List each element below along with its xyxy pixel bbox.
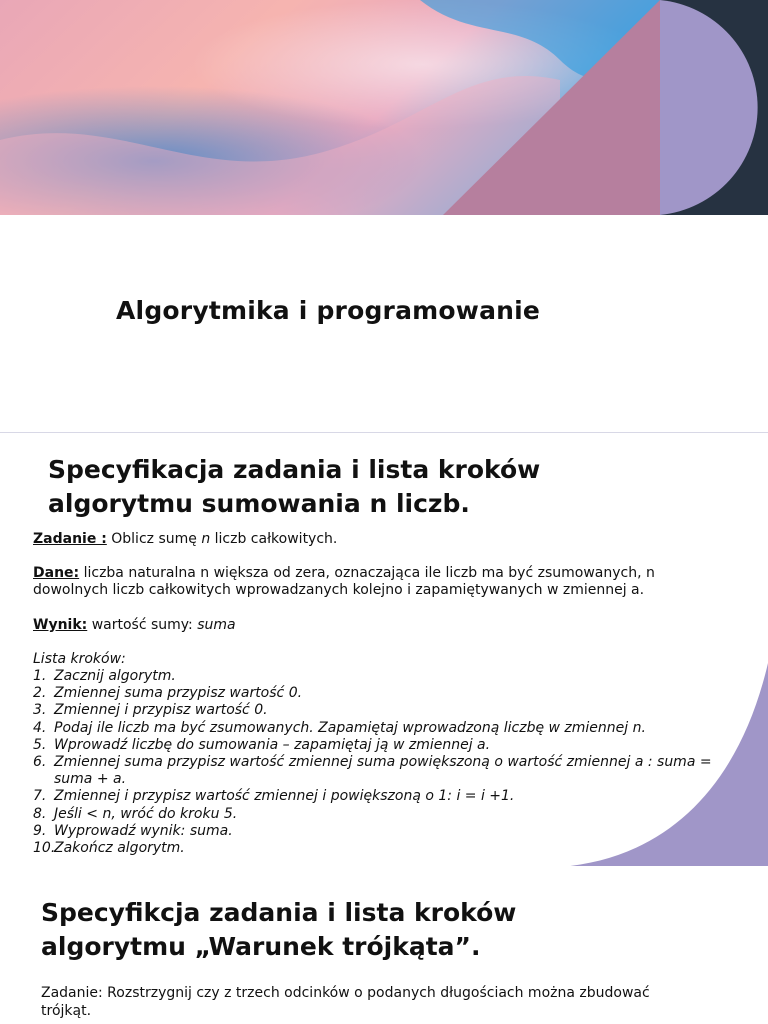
step-number: 10. (33, 840, 56, 857)
input-paragraph (33, 565, 723, 599)
heading-line-1: Specyfikcja zadania i lista kroków (41, 898, 517, 927)
task-label: Zadanie : (33, 531, 107, 547)
list-item (33, 702, 723, 719)
list-item (33, 823, 723, 840)
task-paragraph (33, 531, 723, 548)
triangle-algorithm-slide (0, 866, 768, 1024)
heading-line-1: Specyfikacja zadania i lista kroków (48, 455, 541, 484)
step-text: Zakończ algorytm. (54, 840, 185, 857)
output-label: Wynik: (33, 616, 88, 633)
input-text: liczba naturalna n większa od zera, oznaczająca ile liczb ma być zsumowanych, n dowolnych liczb całkowitych wprowadzanych kolejno i zapamiętywanych w zmiennej a. (33, 565, 655, 599)
list-item (33, 668, 723, 685)
step-text: Zmiennej suma przypisz wartość 0. (54, 685, 303, 702)
list-item (33, 737, 723, 754)
title-slide (0, 0, 768, 432)
step-text: Zmiennej suma przypisz wartość zmiennej suma powiększoną o wartość zmiennej a : suma = suma + a. (54, 754, 712, 788)
list-item (33, 788, 723, 805)
list-item (33, 720, 723, 737)
steps-title: Lista kroków: (33, 650, 126, 667)
step-number: 3. (33, 702, 47, 719)
list-item (33, 840, 723, 857)
list-item (33, 806, 723, 823)
output-text: wartość sumy: (87, 616, 198, 633)
step-text: Zmiennej i przypisz wartość 0. (54, 702, 268, 719)
step-text: Podaj ile liczb ma być zsumowanych. Zapamiętaj wprowadzoną liczbę w zmiennej n. (54, 719, 646, 736)
list-item (33, 685, 723, 702)
task-text-post: liczb całkowitych. (210, 531, 338, 547)
step-number: 7. (33, 788, 47, 805)
step-text: Zacznij algorytm. (54, 668, 176, 685)
step-number: 5. (33, 736, 47, 753)
list-item (33, 754, 723, 788)
output-variable: suma (197, 616, 236, 633)
heading-line-2: algorytmu „Warunek trójkąta”. (41, 932, 481, 961)
output-paragraph (33, 617, 723, 634)
task-paragraph: Zadanie: Rozstrzygnij czy z trzech odcinków o podanych długościach można zbudować trójkąt. (41, 985, 650, 1019)
sum-algorithm-slide (0, 432, 768, 867)
input-label: Dane: (33, 565, 80, 582)
heading-line-2: algorytmu sumowania n liczb. (48, 489, 470, 518)
steps-list (33, 668, 723, 857)
step-number: 6. (33, 754, 47, 771)
step-text: Wyprowadź wynik: suma. (54, 822, 233, 839)
task-text-pre: Oblicz sumę (106, 531, 202, 547)
step-number: 4. (33, 719, 47, 736)
step-text: Jeśli < n, wróć do kroku 5. (54, 805, 238, 822)
step-number: 9. (33, 822, 47, 839)
decorative-banner (0, 0, 768, 215)
step-number: 8. (33, 805, 47, 822)
step-number: 1. (33, 668, 47, 685)
section-heading (41, 896, 641, 964)
page-title: Algorytmika i programowanie (116, 296, 541, 325)
step-text: Wprowadź liczbę do sumowania – zapamiętaj ją w zmiennej a. (54, 736, 491, 753)
specification-body (33, 531, 723, 857)
section-heading (48, 453, 608, 521)
step-text: Zmiennej i przypisz wartość zmiennej i powiększoną o 1: i = i +1. (54, 788, 515, 805)
task-variable-n: n (201, 531, 211, 547)
step-number: 2. (33, 685, 47, 702)
